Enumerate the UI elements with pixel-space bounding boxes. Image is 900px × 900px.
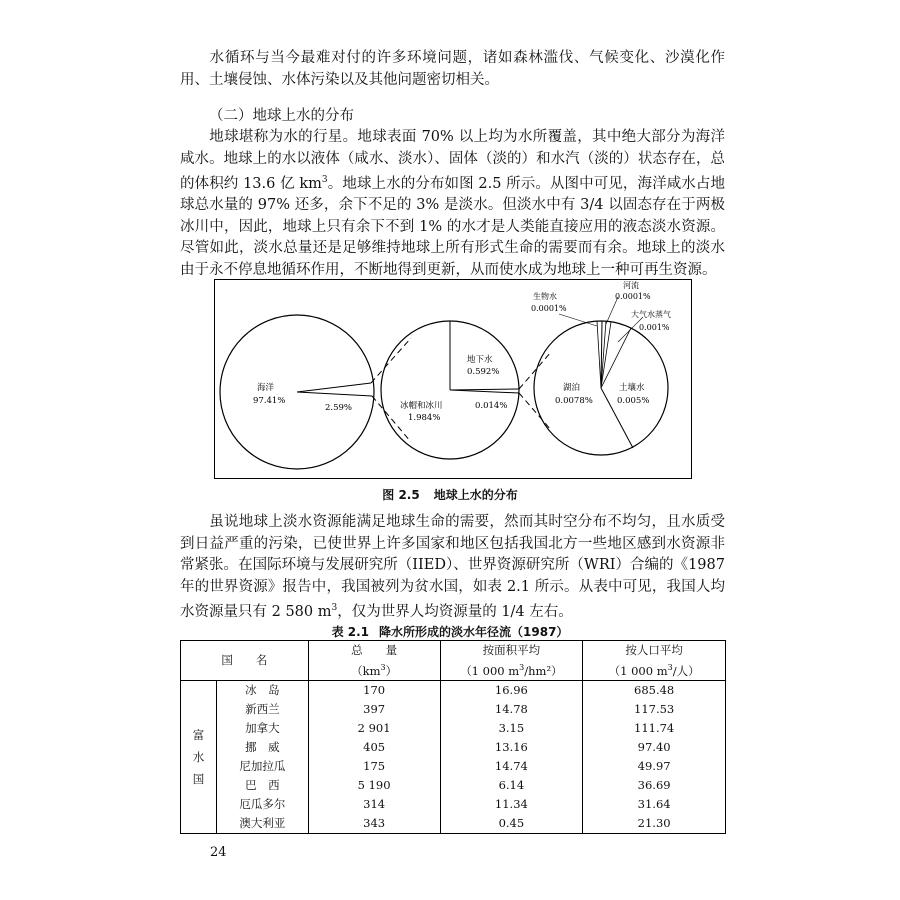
pie1-label-fresh-pct: 2.59% <box>325 403 353 413</box>
country-name: 巴 西 <box>216 776 308 795</box>
header-country: 国 名 <box>181 641 309 681</box>
pie1-wedge-bottom <box>297 392 372 396</box>
table-row <box>181 757 726 776</box>
table-row <box>181 680 726 700</box>
runoff-table <box>180 640 726 834</box>
header-per-area: 按面积平均 （1 000 $m^3/hm^2$） <box>440 641 583 681</box>
leader-bio <box>559 314 597 326</box>
area-value: 0.45 <box>440 814 583 834</box>
table-header-row <box>181 641 726 681</box>
figure-water-distribution <box>214 279 692 479</box>
country-name: 冰 岛 <box>216 680 308 700</box>
pie3-label-lake: 湖泊 <box>563 383 581 393</box>
pie3-label-soil-pct: 0.005% <box>617 396 650 406</box>
connector-1-top <box>371 338 411 383</box>
capita-value: 97.40 <box>583 738 726 757</box>
capita-value: 21.30 <box>583 814 726 834</box>
intro-paragraph: 水循环与当今最难对付的许多环境问题，诸如森林滥伐、气候变化、沙漠化作用、土壤侵蚀、水体污染以及其他问题密切相关。 <box>180 50 725 88</box>
pie2-label-ice-pct: 1.984% <box>408 413 441 423</box>
paragraph-water-distribution: 地球堪称为水的行星。地球表面 70% 以上均为水所覆盖，其中绝大部分为海洋咸水。地球上的水以液体（咸水、淡水）、固体（淡的）和水汽（淡的）状态存在，总的体积约 13.6 亿 $km^3$。地球上水的分布如图 2.5 所示。从图中可见，海洋咸水占地球总水量的 97% 还多，余下不足的 3% 是淡水。但淡水中有 3/4 以固态存在于两极冰川中，因此，地球上只有余下不到 1% 的水才是人类能直接应用的液态淡水资源。尽管如此，淡水总量还是足够维持地球上所有形式生命的需要而有余。地球上的淡水由于永不停息地循环作用，不断地得到更新，从而使水成为地球上一种可再生资源。 <box>180 129 725 278</box>
pie3-label-soil: 土壤水 <box>619 383 645 393</box>
area-value: 13.16 <box>440 738 583 757</box>
capita-value: 685.48 <box>583 680 726 700</box>
area-value: 11.34 <box>440 795 583 814</box>
pie1-label-ocean-pct: 97.41% <box>253 396 286 406</box>
pie3-label-river: 河流 <box>623 281 639 290</box>
total-value: 175 <box>308 757 440 776</box>
figure-caption <box>0 486 900 503</box>
table-row <box>181 795 726 814</box>
header-total: 总 量 $(km^3)$ <box>308 641 440 681</box>
page-number: 24 <box>210 845 227 860</box>
figure-title: 地球上水的分布 <box>433 488 518 502</box>
area-value: 14.78 <box>440 700 583 719</box>
header-per-capita: 按人口平均 （1 000 $m^3/$人） <box>583 641 726 681</box>
country-name: 厄瓜多尔 <box>216 795 308 814</box>
table-number: 表 2.1 <box>331 625 370 639</box>
pie1-label-ocean: 海洋 <box>257 383 275 393</box>
total-value: 397 <box>308 700 440 719</box>
pie2-label-ice: 冰帽和冰川 <box>400 401 443 411</box>
country-name: 澳大利亚 <box>216 814 308 834</box>
country-name: 尼加拉瓜 <box>216 757 308 776</box>
pie3-label-river-pct: 0.0001% <box>615 292 651 301</box>
paragraph-freshwater: 虽说地球上淡水资源能满足地球生命的需要，然而其时空分布不均匀，且水质受到日益严重的污染，已使世界上许多国家和地区包括我国北方一些地区感到水资源非常紧张。在国际环境与发展研究所（IIED）、世界资源研究所（WRI）合编的《1987 年的世界资源》报告中，我国被列为贫水国，如表 2.1 所示。从表中可见，我国人均水资源量只有 2 580 $m^3$，仅为世界人均资源量的 1/4 左右。 <box>180 514 725 620</box>
table-caption <box>0 623 900 640</box>
total-value: 5 190 <box>308 776 440 795</box>
figure-number: 图 2.5 <box>382 488 420 502</box>
pie2-wedge-bottom <box>450 390 519 393</box>
table-row <box>181 814 726 834</box>
table-row <box>181 776 726 795</box>
capita-value: 111.74 <box>583 719 726 738</box>
pie2-label-ground: 地下水 <box>467 355 493 365</box>
area-value: 6.14 <box>440 776 583 795</box>
capita-value: 31.64 <box>583 795 726 814</box>
pie-chart-figure <box>215 280 691 478</box>
total-value: 405 <box>308 738 440 757</box>
pie3-thin-1 <box>597 321 601 388</box>
area-value: 14.74 <box>440 757 583 776</box>
table-title: 降水所形成的淡水年径流（1987） <box>379 625 569 639</box>
connector-2-top <box>519 352 551 389</box>
pie3-label-lake-pct: 0.0078% <box>555 396 593 406</box>
pie3-label-atm-pct: 0.001% <box>639 323 670 332</box>
capita-value: 36.69 <box>583 776 726 795</box>
leader-river <box>606 297 618 324</box>
table-row <box>181 700 726 719</box>
pie2-wedge-top <box>450 389 519 390</box>
pie3-label-bio-pct: 0.0001% <box>531 304 567 313</box>
capita-value: 49.97 <box>583 757 726 776</box>
country-name: 挪 威 <box>216 738 308 757</box>
total-value: 314 <box>308 795 440 814</box>
total-value: 170 <box>308 680 440 700</box>
total-value: 343 <box>308 814 440 834</box>
section-heading: （二）地球上水的分布 <box>209 108 354 124</box>
country-name: 新西兰 <box>216 700 308 719</box>
area-value: 16.96 <box>440 680 583 700</box>
total-value: 2 901 <box>308 719 440 738</box>
table-row <box>181 738 726 757</box>
table-row <box>181 719 726 738</box>
pie2-label-ground-pct: 0.592% <box>467 367 500 377</box>
capita-value: 117.53 <box>583 700 726 719</box>
country-name: 加拿大 <box>216 719 308 738</box>
area-value: 3.15 <box>440 719 583 738</box>
pie2-label-surface-pct: 0.014% <box>475 401 508 411</box>
pie3-label-atm: 大气水蒸气 <box>631 310 671 319</box>
group-label-water-rich: 富 水 国 <box>181 680 217 833</box>
pie3-label-bio: 生物水 <box>533 292 557 301</box>
pie1-wedge-top <box>297 383 371 392</box>
